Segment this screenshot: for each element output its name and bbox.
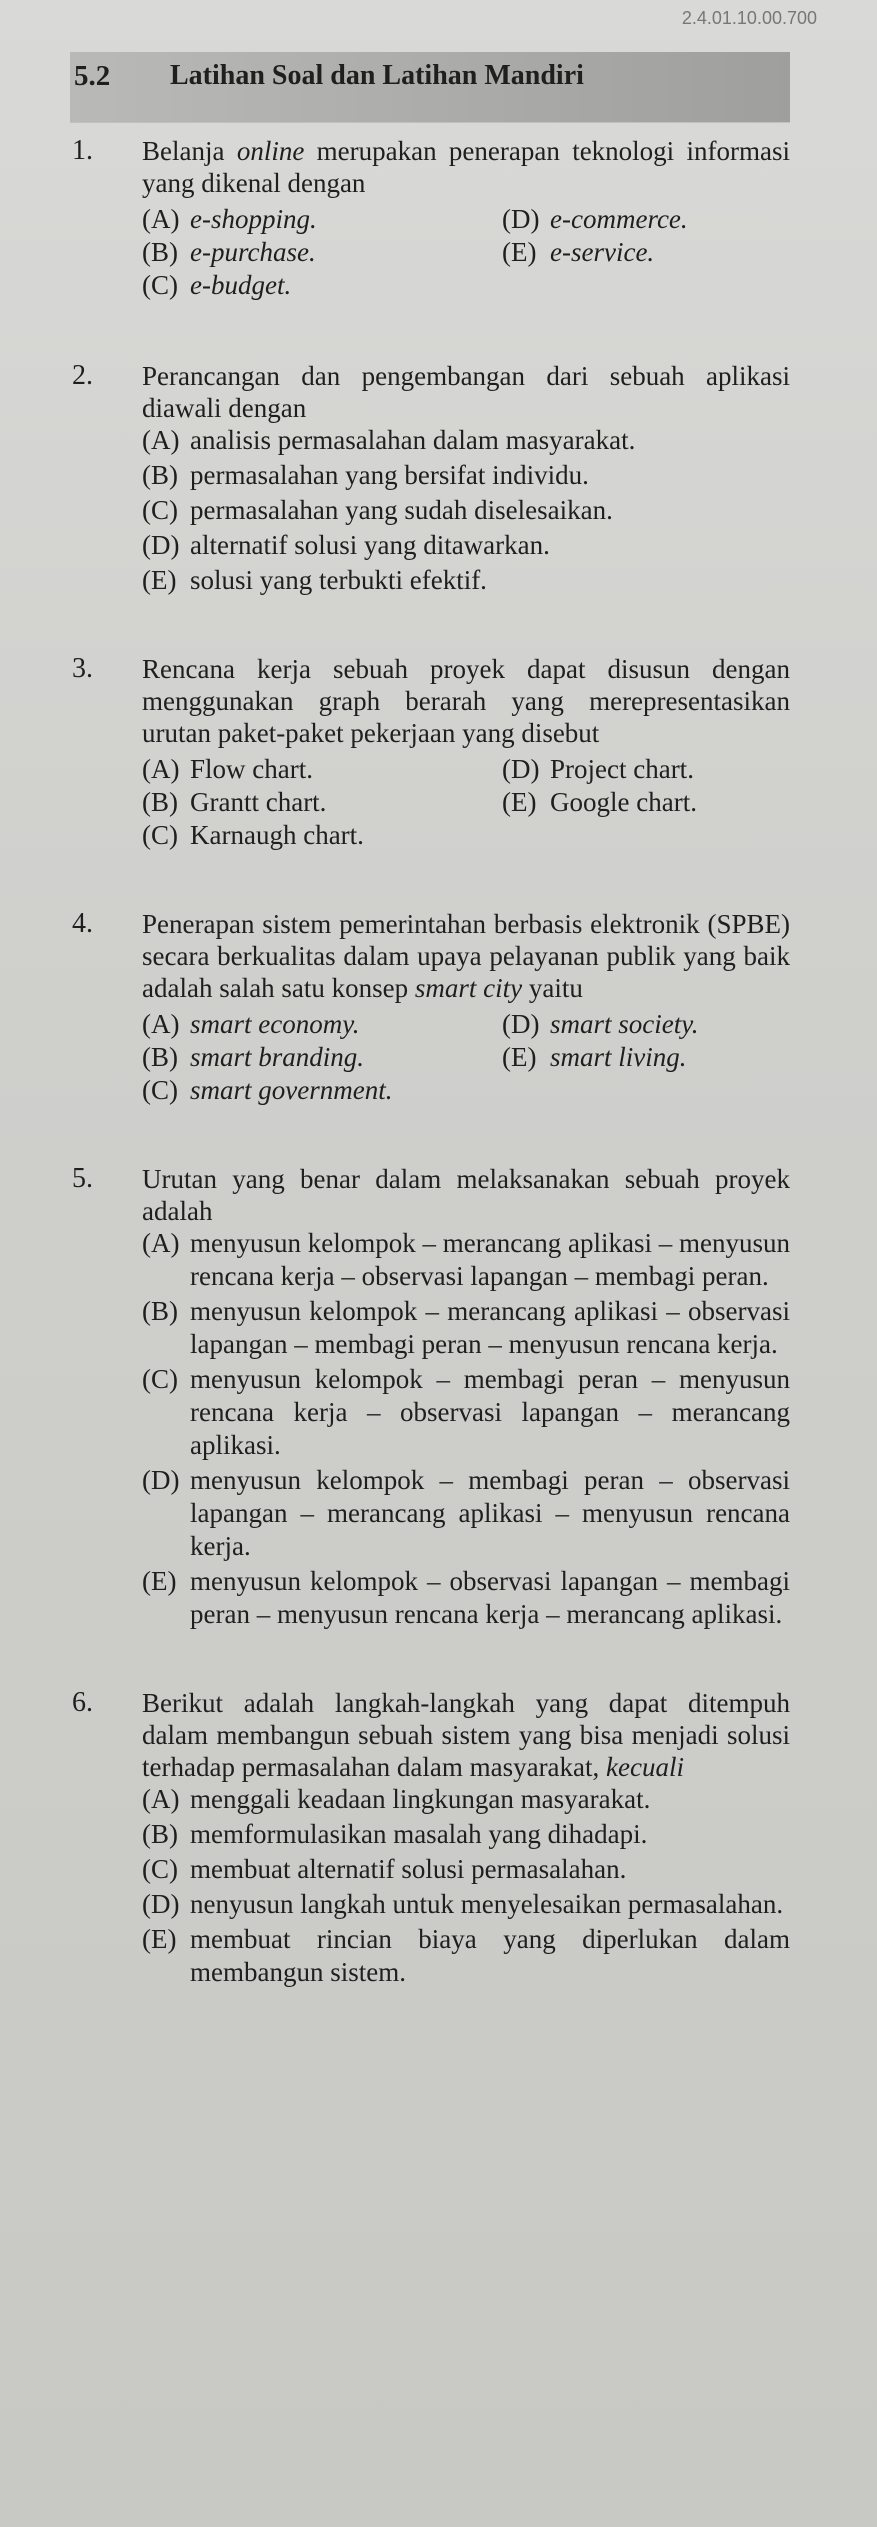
option-a: (A) smart economy. — [142, 1009, 360, 1039]
option-d: (D) nenyusun langkah untuk menyelesaikan permasalahan. — [142, 1889, 784, 1919]
option-e: (E) menyusun kelompok – observasi lapangan – membagi peran – menyusun rencana kerja – merancang aplikasi. — [142, 1566, 790, 1629]
question-list — [70, 135, 790, 2049]
question-5 — [70, 1163, 790, 1631]
section-number: 5.2 — [74, 60, 111, 92]
option-a: (A) Flow chart. — [142, 754, 313, 784]
option-list — [142, 1227, 790, 1631]
option-a: (A) e-shopping. — [142, 204, 317, 234]
option-a: (A) menyusun kelompok – merancang aplikasi – menyusun rencana kerja – observasi lapangan – membagi peran. — [142, 1228, 790, 1291]
option-d: (D) menyusun kelompok – membagi peran – observasi lapangan – merancang aplikasi – menyusun rencana kerja. — [142, 1465, 790, 1561]
question-text: Belanja online merupakan penerapan teknologi informasi yang dikenal dengan — [142, 136, 790, 198]
section-title: Latihan Soal dan Latihan Mandiri — [170, 60, 584, 91]
question-3 — [70, 653, 790, 852]
option-b: (B) menyusun kelompok – merancang aplikasi – observasi lapangan – membagi peran – menyusun rencana kerja. — [142, 1296, 790, 1359]
option-c: (C) menyusun kelompok – membagi peran – menyusun rencana kerja – observasi lapangan – merancang aplikasi. — [142, 1364, 790, 1460]
question-2 — [70, 360, 790, 597]
question-6 — [70, 1687, 790, 1989]
question-text: Urutan yang benar dalam melaksanakan sebuah proyek adalah — [142, 1164, 790, 1226]
option-b: (B) memformulasikan masalah yang dihadapi. — [142, 1819, 648, 1849]
question-number: 3. — [72, 653, 93, 684]
option-grid — [142, 753, 790, 852]
option-e: (E) solusi yang terbukti efektif. — [142, 565, 487, 595]
option-e: (E) e-service. — [502, 237, 655, 267]
option-e: (E) Google chart. — [502, 787, 697, 817]
question-4 — [70, 908, 790, 1107]
option-d: (D) Project chart. — [502, 754, 694, 784]
page-code: 2.4.01.10.00.700 — [681, 8, 817, 28]
option-c: (C) Karnaugh chart. — [142, 820, 364, 850]
option-c: (C) membuat alternatif solusi permasalahan. — [142, 1854, 627, 1884]
question-text: Penerapan sistem pemerintahan berbasis elektronik (SPBE) secara berkualitas dalam upaya pelayanan publik yang baik adalah salah satu konsep smart city yaitu — [142, 909, 790, 1003]
question-text: Berikut adalah langkah-langkah yang dapat ditempuh dalam membangun sebuah sistem yang bisa menjadi solusi terhadap permasalahan dalam masyarakat, kecuali — [142, 1688, 790, 1782]
option-list — [142, 424, 790, 597]
option-grid — [142, 1008, 790, 1107]
question-1 — [70, 135, 790, 302]
question-number: 2. — [72, 360, 93, 391]
question-number: 4. — [72, 908, 93, 939]
option-e: (E) membuat rincian biaya yang diperlukan dalam membangun sistem. — [142, 1924, 790, 1987]
option-c: (C) e-budget. — [142, 270, 292, 300]
option-e: (E) smart living. — [502, 1042, 687, 1072]
question-number: 5. — [72, 1163, 93, 1194]
option-b: (B) Grantt chart. — [142, 787, 327, 817]
section-header — [70, 52, 790, 122]
option-c: (C) permasalahan yang sudah diselesaikan. — [142, 495, 613, 525]
question-number: 6. — [72, 1687, 93, 1718]
option-b: (B) smart branding. — [142, 1042, 365, 1072]
option-d: (D) alternatif solusi yang ditawarkan. — [142, 530, 550, 560]
option-b: (B) e-purchase. — [142, 237, 316, 267]
option-c: (C) smart government. — [142, 1075, 393, 1105]
option-d: (D) e-commerce. — [502, 204, 688, 234]
option-grid — [142, 203, 790, 302]
option-a: (A) analisis permasalahan dalam masyarakat. — [142, 425, 636, 455]
option-b: (B) permasalahan yang bersifat individu. — [142, 460, 589, 490]
option-d: (D) smart society. — [502, 1009, 699, 1039]
option-a: (A) menggali keadaan lingkungan masyarakat. — [142, 1784, 651, 1814]
question-text: Perancangan dan pengembangan dari sebuah aplikasi diawali dengan — [142, 361, 790, 423]
option-list — [142, 1783, 790, 1989]
question-text: Rencana kerja sebuah proyek dapat disusun dengan menggunakan graph berarah yang merepresentasikan urutan paket-paket pekerjaan yang disebut — [142, 654, 790, 748]
question-number: 1. — [72, 135, 93, 166]
